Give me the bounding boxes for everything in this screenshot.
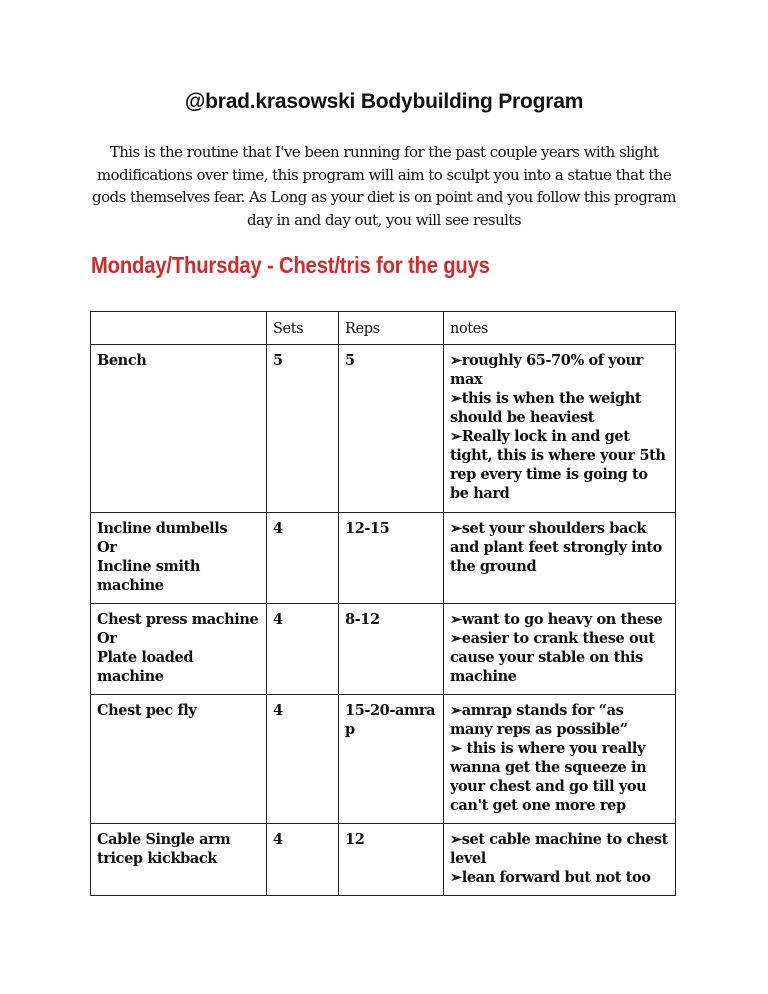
exercise-name-alt: Plate loaded machine [97, 649, 194, 685]
intro-paragraph: This is the routine that I've been running for the past couple years with slight modifications over time, this program will aim to sculpt you into a statue that the gods themselves fear. As Long as your diet is on point and you follow this program day in and day out, you will see results [92, 143, 676, 229]
section-heading: Monday/Thursday - Chest/tris for the guys [91, 252, 490, 278]
note-line: ➢Really lock in and get tight, this is where your 5th rep every time is going to be hard [450, 428, 666, 502]
sets-cell: 5 [267, 345, 339, 513]
header-exercise [91, 312, 267, 345]
exercise-name: Chest pec fly [97, 702, 197, 719]
notes-cell [444, 695, 676, 824]
document-title: @brad.krasowski Bodybuilding Program [184, 90, 584, 113]
note-line: ➢set your shoulders back and plant feet strongly into the ground [450, 520, 662, 575]
note-line: ➢want to go heavy on these [450, 611, 663, 628]
note-line: ➢roughly 65-70% of your max [450, 352, 643, 388]
header-notes: notes [444, 312, 676, 345]
exercise-cell [91, 695, 267, 824]
reps-cell: 12-15 [339, 513, 444, 604]
table-row [91, 513, 676, 604]
notes-cell [444, 345, 676, 513]
exercise-name: Incline dumbells [97, 520, 228, 537]
table-row [91, 695, 676, 824]
reps-value: 15-20-amrap [345, 702, 436, 738]
reps-cell: 8-12 [339, 604, 444, 695]
reps-cell [339, 695, 444, 824]
notes-cell [444, 513, 676, 604]
exercise-alt-separator: Or [97, 630, 117, 647]
sets-cell: 4 [267, 824, 339, 896]
notes-cell [444, 824, 676, 896]
note-line: ➢lean forward but not too [450, 869, 651, 886]
exercise-name: Cable Single arm tricep kickback [97, 831, 231, 867]
table-row [91, 604, 676, 695]
table-header-row [91, 312, 676, 345]
exercise-name: Chest press machine [97, 611, 259, 628]
note-line: ➢easier to crank these out cause your stable on this machine [450, 630, 655, 685]
header-reps: Reps [339, 312, 444, 345]
exercise-name-alt: Incline smith machine [97, 558, 201, 594]
table-row [91, 824, 676, 896]
table-row [91, 345, 676, 513]
exercise-alt-separator: Or [97, 539, 117, 556]
reps-cell: 12 [339, 824, 444, 896]
exercise-cell [91, 513, 267, 604]
exercise-cell [91, 604, 267, 695]
sets-cell: 4 [267, 695, 339, 824]
note-line: ➢set cable machine to chest level [450, 831, 668, 867]
note-line: ➢this is when the weight should be heaviest [450, 390, 642, 426]
header-sets: Sets [267, 312, 339, 345]
exercise-name: Bench [97, 352, 147, 369]
exercise-cell [91, 824, 267, 896]
notes-cell [444, 604, 676, 695]
reps-cell: 5 [339, 345, 444, 513]
sets-cell: 4 [267, 513, 339, 604]
exercise-cell [91, 345, 267, 513]
note-line: ➢amrap stands for “as many reps as possible” [450, 702, 628, 738]
note-line: ➢ this is where you really wanna get the squeeze in your chest and go till you can't get one more rep [450, 740, 647, 814]
sets-cell: 4 [267, 604, 339, 695]
workout-table [90, 311, 676, 896]
